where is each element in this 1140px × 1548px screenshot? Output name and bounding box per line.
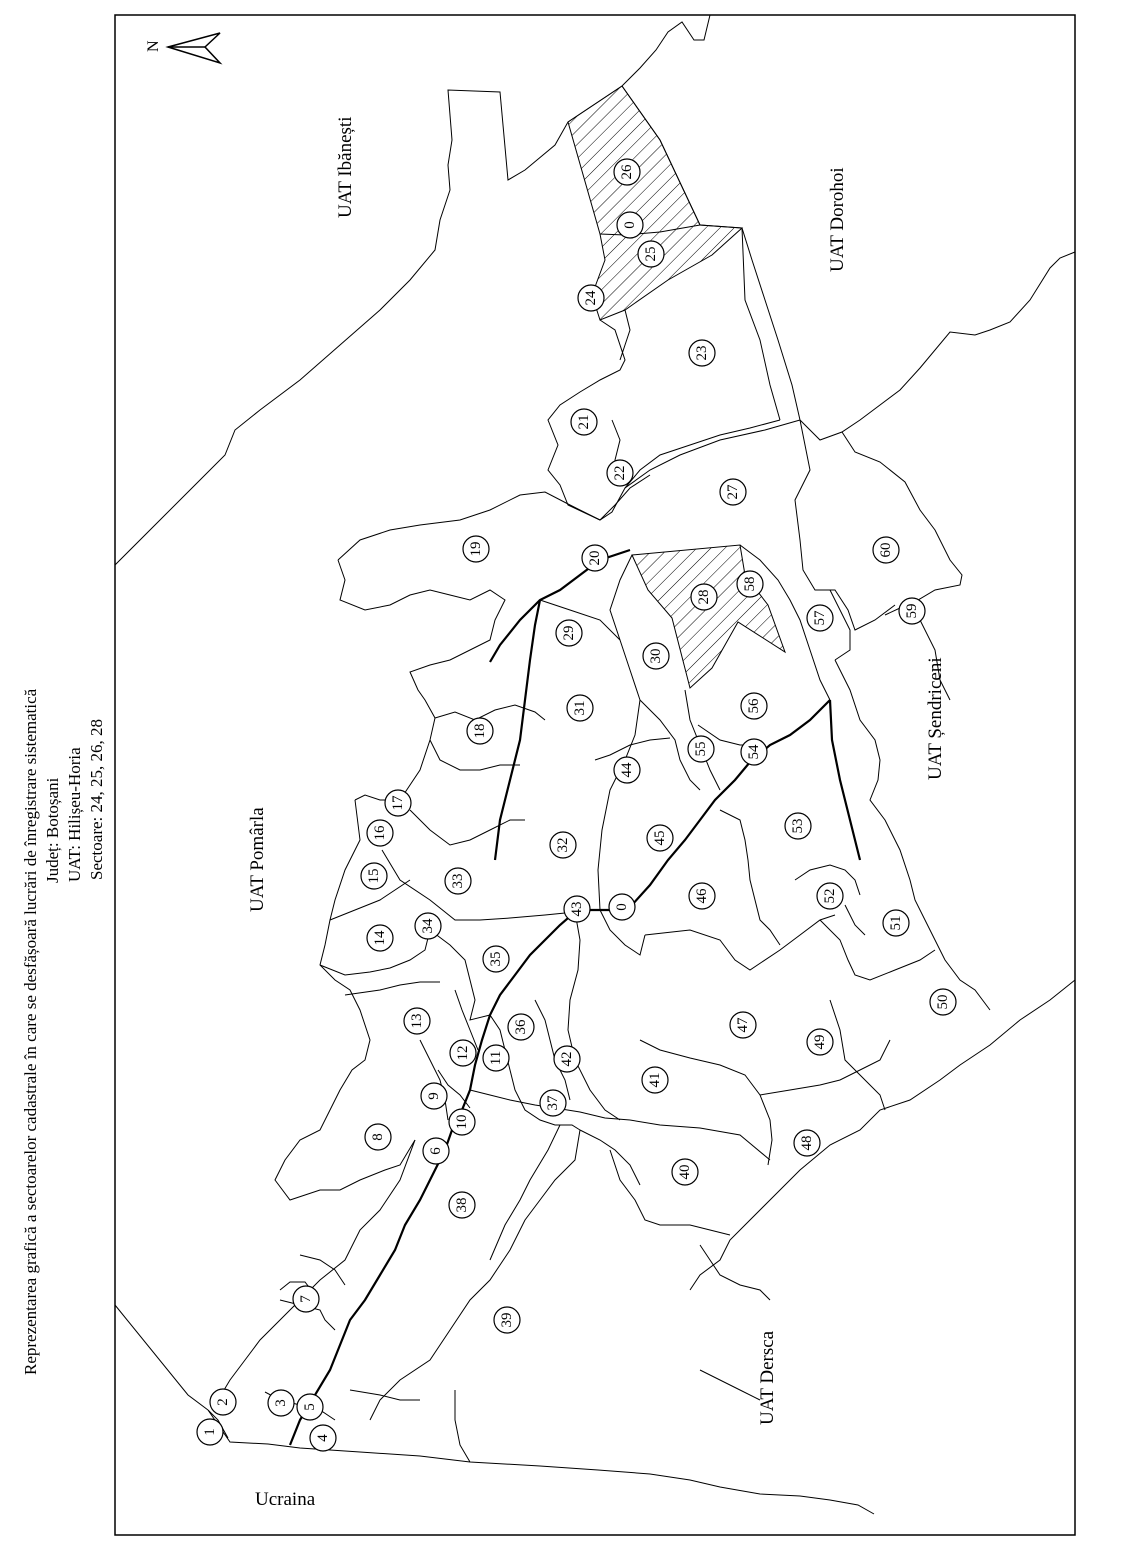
sector-marker-55[interactable] [688,736,714,762]
sector-marker-1[interactable] [197,1419,223,1445]
sector-marker-48[interactable] [794,1130,820,1156]
sector-marker-19[interactable] [463,536,489,562]
sector-number: 57 [812,610,828,626]
sector-marker-37[interactable] [540,1090,566,1116]
title-line-sectors: Sectoare: 24, 25, 26, 28 [87,719,106,880]
neighbor-labels [247,117,946,1511]
sector-number: 12 [455,1045,471,1061]
sector-number: 25 [643,246,659,262]
sector-marker-38[interactable] [449,1192,475,1218]
neighbor-label-sendriceni: UAT Șendriceni [925,657,946,780]
sector-marker-9[interactable] [421,1083,447,1109]
neighbor-label-dersca: UAT Dersca [757,1330,778,1425]
sector-marker-5[interactable] [297,1394,323,1420]
sector-marker-8[interactable] [365,1124,391,1150]
sector-marker-32[interactable] [550,832,576,858]
sector-marker-14[interactable] [367,925,393,951]
sector-marker-51[interactable] [883,910,909,936]
sector-number: 4 [315,1434,331,1442]
sector-number: 20 [587,550,603,566]
north-label: N [145,40,162,52]
sector-number: 35 [488,951,504,967]
sector-number: 8 [370,1133,386,1141]
sector-marker-43[interactable] [564,896,590,922]
title-line-1: Reprezentarea grafică a sectoarelor cadastrale în care se desfășoară lucrări de înregistrare sistematică [21,688,40,1375]
sector-marker-6[interactable] [423,1138,449,1164]
sector-number: 48 [799,1135,815,1151]
sector-marker-45[interactable] [647,825,673,851]
sector-marker-0a[interactable] [617,212,643,238]
hatched-sectors [568,86,785,688]
sector-marker-50[interactable] [930,989,956,1015]
sector-marker-24[interactable] [578,285,604,311]
sector-number: 60 [878,542,894,558]
sector-marker-7[interactable] [293,1286,319,1312]
sector-marker-28[interactable] [691,584,717,610]
north-arrow-icon [145,33,220,63]
sector-number: 39 [499,1312,515,1328]
sector-number: 50 [935,994,951,1010]
sector-number: 52 [822,888,838,904]
sector-number: 42 [559,1051,575,1067]
sector-number: 44 [619,762,635,778]
sector-number: 45 [652,830,668,846]
sector-marker-33[interactable] [445,868,471,894]
sector-number: 40 [677,1164,693,1180]
sector-marker-18[interactable] [467,718,493,744]
sector-marker-16[interactable] [367,820,393,846]
sector-number: 9 [426,1092,442,1100]
sector-number: 5 [302,1403,318,1411]
sector-number: 30 [648,648,664,664]
sector-number: 23 [694,345,710,361]
sector-marker-2[interactable] [210,1389,236,1415]
sector-marker-31[interactable] [567,695,593,721]
sector-marker-59[interactable] [899,598,925,624]
sector-marker-29[interactable] [556,620,582,646]
sector-number: 0 [614,903,630,911]
neighbor-label-ibanesti: UAT Ibănești [335,116,356,218]
sector-number: 13 [409,1013,425,1029]
sector-marker-30[interactable] [643,643,669,669]
neighbor-label-pomarla: UAT Pomârla [247,807,268,912]
sector-marker-13[interactable] [404,1008,430,1034]
sector-number: 16 [372,825,388,841]
sector-number: 49 [812,1034,828,1050]
sector-marker-21[interactable] [571,409,597,435]
sector-number: 55 [693,741,709,757]
sector-number: 58 [742,576,758,592]
sector-marker-12[interactable] [450,1040,476,1066]
sector-number: 11 [488,1050,504,1066]
sector-marker-26[interactable] [614,159,640,185]
sector-number: 6 [428,1147,444,1155]
sector-number: 17 [390,795,406,811]
sector-marker-34[interactable] [415,913,441,939]
sector-number: 24 [583,290,599,306]
sector-marker-56[interactable] [741,693,767,719]
sector-number: 54 [746,744,762,760]
sector-number: 18 [472,723,488,739]
sector-number: 29 [561,625,577,641]
sector-marker-15[interactable] [361,863,387,889]
sector-number: 41 [647,1072,663,1088]
sector-marker-35[interactable] [483,946,509,972]
sector-number: 3 [273,1399,289,1407]
sector-number: 51 [888,915,904,931]
title-line-county: Județ: Botoșani [43,777,62,883]
sector-number: 10 [454,1114,470,1130]
sector-marker-3[interactable] [268,1390,294,1416]
sector-marker-11[interactable] [483,1045,509,1071]
sector-marker-46[interactable] [689,883,715,909]
sector-number: 53 [790,818,806,834]
sector-marker-54[interactable] [741,739,767,765]
sector-marker-22[interactable] [607,460,633,486]
sector-marker-39[interactable] [494,1307,520,1333]
neighbor-label-ucraina: Ucraina [255,1489,316,1510]
sector-number: 37 [545,1095,561,1111]
sector-marker-40[interactable] [672,1159,698,1185]
sector-number: 43 [569,901,585,917]
sector-marker-23[interactable] [689,340,715,366]
sector-marker-52[interactable] [817,883,843,909]
sector-marker-42[interactable] [554,1046,580,1072]
sector-marker-27[interactable] [720,479,746,505]
sector-marker-10[interactable] [449,1109,475,1135]
sector-number: 26 [619,164,635,180]
sector-marker-4[interactable] [310,1425,336,1451]
sector-number: 36 [513,1019,529,1035]
sector-marker-44[interactable] [614,757,640,783]
sector-marker-17[interactable] [385,790,411,816]
sector-number: 0 [622,221,638,229]
sector-number: 22 [612,465,628,481]
sector-number: 28 [696,589,712,605]
sector-number: 56 [746,698,762,714]
sector-marker-25[interactable] [638,241,664,267]
sector-boundaries [218,225,990,1462]
sector-number: 2 [215,1398,231,1406]
title-line-uat: UAT: Hilișeu-Horia [65,747,84,882]
sector-marker-41[interactable] [642,1067,668,1093]
sector-number: 38 [454,1197,470,1213]
sector-number: 47 [735,1017,751,1033]
sector-number: 15 [366,868,382,884]
sector-marker-60[interactable] [873,537,899,563]
sector-number: 1 [202,1428,218,1436]
sector-marker-36[interactable] [508,1014,534,1040]
sector-number: 31 [572,700,588,716]
sector-marker-49[interactable] [807,1029,833,1055]
title-block [21,688,106,1375]
sector-marker-0b[interactable] [609,894,635,920]
sector-number: 33 [450,873,466,889]
sector-number: 19 [468,541,484,557]
sector-number: 21 [576,414,592,430]
sector-number: 7 [298,1295,314,1303]
sector-marker-20[interactable] [582,545,608,571]
sector-number: 34 [420,918,436,934]
sector-marker-57[interactable] [807,605,833,631]
neighbor-label-dorohoi: UAT Dorohoi [827,167,848,272]
sector-number: 14 [372,930,388,946]
sector-number: 32 [555,837,571,853]
sector-number: 59 [904,603,920,619]
sector-marker-47[interactable] [730,1012,756,1038]
sector-marker-58[interactable] [737,571,763,597]
sector-number: 46 [694,888,710,904]
sector-number: 27 [725,484,741,500]
sector-marker-53[interactable] [785,813,811,839]
